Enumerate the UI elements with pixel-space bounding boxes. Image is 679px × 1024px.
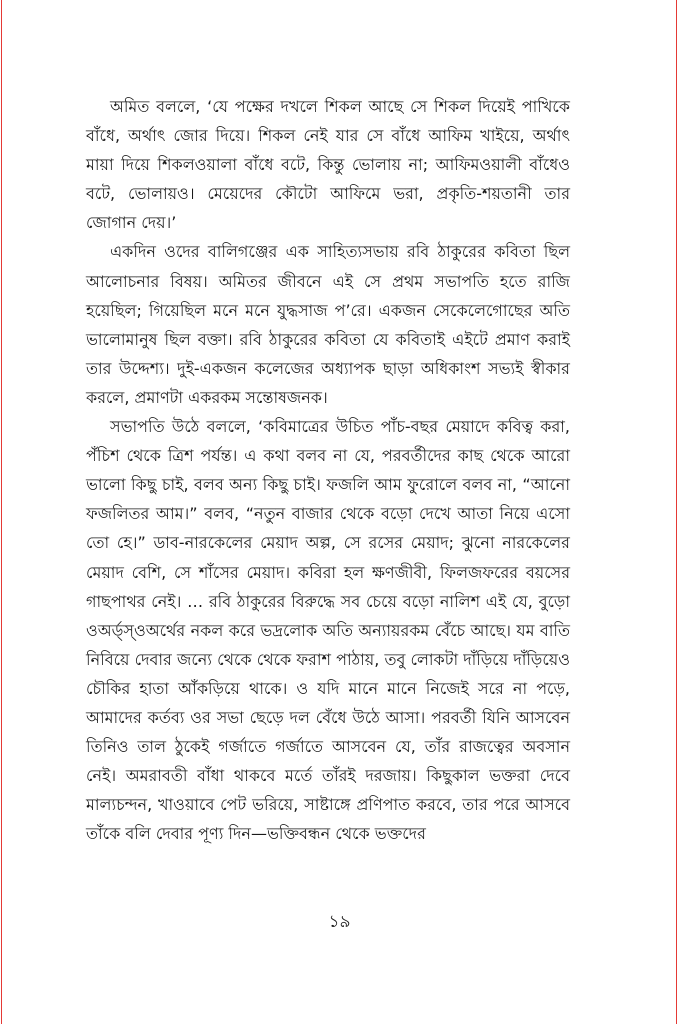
body-text	[86, 92, 570, 848]
left-page-border	[1, 0, 2, 1024]
right-page-border	[676, 0, 677, 1024]
paragraph-1: অমিত বললে, ‘যে পক্ষের দখলে শিকল আছে সে শিকল দিয়েই পাখিকে বাঁধে, অর্থাৎ জোর দিয়ে। শিকল নেই যার সে বাঁধে আফিম খাইয়ে, অর্থাৎ মায়া দিয়ে শিকলওয়ালা বাঁধে বটে, কিন্তু ভোলায় না; আফিমওয়ালী বাঁধেও বটে, ভোলায়ও। মেয়েদের কৌটো আফিমে ভরা, প্রকৃতি-শয়তানী তার জোগান দেয়।’	[86, 97, 570, 233]
paragraph-2: একদিন ওদের বালিগঞ্জের এক সাহিত্যসভায় রবি ঠাকুরের কবিতা ছিল আলোচনার বিষয়। অমিতর জীবনে এই সে প্রথম সভাপতি হতে রাজি হয়েছিল; গিয়েছিল মনে মনে যুদ্ধসাজ প’রে। একজন সেকেলেগোছের অতি ভালোমানুষ ছিল বক্তা। রবি ঠাকুরের কবিতা যে কবিতাই এইটে প্রমাণ করাই তার উদ্দেশ্য। দুই-একজন কলেজের অধ্যাপক ছাড়া অধিকাংশ সভ্যই স্বীকার করলে, প্রমাণটা একরকম সন্তোষজনক।	[86, 242, 570, 407]
page-number: ১৯	[328, 912, 351, 932]
paragraph-3: সভাপতি উঠে বললে, ‘কবিমাত্রের উচিত পাঁচ-বছর মেয়াদে কবিত্ব করা, পঁচিশ থেকে ত্রিশ পর্যন্ত। এ কথা বলব না যে, পরবর্তীদের কাছ থেকে আরো ভালো কিছু চাই, বলব অন্য কিছু চাই। ফজলি আম ফুরোলে বলব না, “আনো ফজলিতর আম।” বলব, “নতুন বাজার থেকে বড়ো দেখে আতা নিয়ে এসো তো হে।” ডাব-নারকেলের মেয়াদ অল্প, সে রসের মেয়াদ; ঝুনো নারকেলের মেয়াদ বেশি, সে শাঁসের মেয়াদ। কবিরা হল ক্ষণজীবী, ফিলজফরের বয়সের গাছপাথর নেই। … রবি ঠাকুরের বিরুদ্ধে সব চেয়ে বড়ো নালিশ এই যে, বুড়ো ওঅর্ড্‌স্‌ওঅর্থের নকল করে ভদ্রলোক অতি অন্যায়রকম বেঁচে আছে। যম বাতি নিবিয়ে দেবার জন্যে থেকে থেকে ফরাশ পাঠায়, তবু লোকটা দাঁড়িয়ে দাঁড়িয়েও চৌকির হাতা আঁকড়িয়ে থাকে। ও যদি মানে মানে নিজেই সরে না পড়ে, আমাদের কর্তব্য ওর সভা ছেড়ে দল বেঁধে উঠে আসা। পরবর্তী যিনি আসবেন তিনিও তাল ঠুকেই গর্জাতে গর্জাতে আসবেন যে, তাঁর রাজত্বের অবসান নেই। অমরাবতী বাঁধা থাকবে মর্তে তাঁরই দরজায়। কিছুকাল ভক্তরা দেবে মাল্যচন্দন, খাওয়াবে পেট ভরিয়ে, সাষ্টাঙ্গে প্রণিপাত করবে, তার পরে আসবে তাঁকে বলি দেবার পূণ্য দিন—ভক্তিবন্ধন থেকে ভক্তদের	[86, 417, 570, 844]
